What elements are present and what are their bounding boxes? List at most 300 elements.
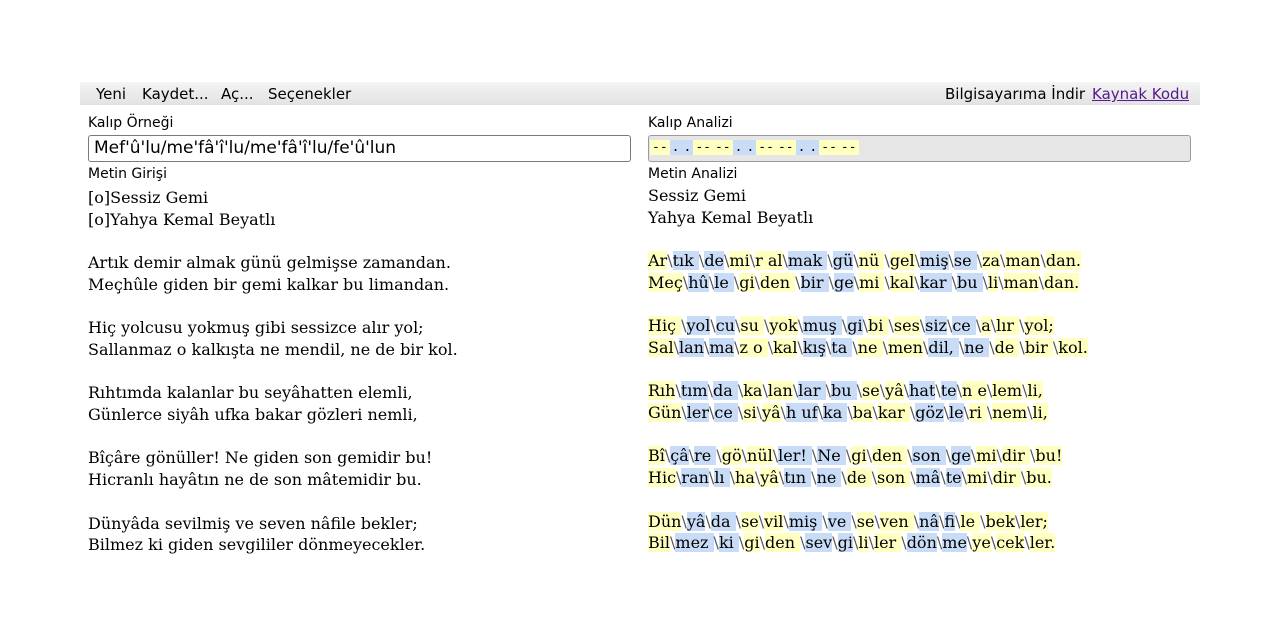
syllable-separator: \ — [1027, 403, 1033, 423]
syllable-separator: \ — [738, 533, 745, 553]
syllable-separator: \ — [675, 381, 681, 401]
syllable-separator: \ — [681, 403, 687, 423]
syllable-separator: \ — [882, 337, 888, 357]
source-code-link[interactable]: Kaynak Kodu — [1092, 85, 1190, 103]
syllable-separator: \ — [676, 468, 682, 488]
syllable-separator: \ — [737, 381, 744, 401]
short-syllable: h uf — [786, 403, 818, 423]
syllable-separator: \ — [756, 403, 763, 423]
syllable-separator: \ — [874, 511, 880, 531]
syllable-separator: \ — [729, 468, 736, 488]
short-syllable: siz — [925, 316, 947, 336]
pattern-input[interactable]: Mef'û'lu/me'fâ'î'lu/me'fâ'î'lu/fe'û'lun — [88, 135, 631, 162]
short-syllable: ka — [823, 403, 848, 423]
syllable-separator: \ — [762, 381, 768, 401]
syllable-separator: \ — [792, 381, 799, 401]
syllable-separator: \ — [913, 511, 920, 531]
long-syllable: mi — [859, 272, 885, 292]
syllable-separator: \ — [832, 533, 838, 553]
syllable-separator: \ — [963, 403, 969, 423]
long-syllable: ka — [743, 381, 763, 401]
pattern-analysis-box — [648, 135, 1191, 162]
text-input-line: Artık demir almak günü gelmişse zamandan. — [88, 253, 451, 273]
syllable-separator: \ — [778, 468, 785, 488]
syllable-separator: \ — [940, 468, 946, 488]
short-syllable: ne — [816, 468, 842, 488]
short-syllable: kış — [802, 337, 826, 357]
short-syllable: le — [948, 403, 964, 423]
syllable-separator: \ — [733, 272, 740, 292]
long-syllable: gi — [739, 272, 755, 292]
syllable-separator: \ — [673, 337, 680, 357]
short-syllable: gü — [832, 251, 854, 271]
long-syllable: gel — [889, 251, 915, 271]
long-syllable: ler; — [1020, 511, 1048, 531]
syllable-separator: \ — [783, 511, 789, 531]
syllable-separator: \ — [759, 533, 765, 553]
long-syllable: ye — [972, 533, 991, 553]
long-syllable: vil — [764, 511, 784, 531]
long-syllable: dan. — [1044, 272, 1080, 292]
long-syllable: ba — [852, 403, 873, 423]
short-syllable: mez — [675, 533, 714, 553]
short-syllable-mark: . — [683, 140, 692, 155]
pattern-label: Kalıp Örneği — [88, 115, 174, 131]
syllable-separator: \ — [705, 511, 711, 531]
syllable-separator: \ — [914, 251, 921, 271]
pattern-analysis-label: Kalıp Analizi — [648, 115, 733, 131]
long-syllable: man — [1003, 272, 1039, 292]
long-syllable: Gün — [648, 403, 682, 423]
syllable-separator: \ — [970, 446, 977, 466]
long-syllable: Rıh — [648, 381, 676, 401]
syllable-separator: \ — [986, 403, 993, 423]
short-syllable: ler! — [778, 446, 812, 466]
long-syllable: Hiç — [648, 316, 682, 336]
short-syllable: se — [953, 251, 977, 271]
syllable-separator: \ — [852, 533, 859, 553]
long-syllable: Hic — [648, 468, 677, 488]
syllable-separator: \ — [919, 316, 926, 336]
analysis-line — [648, 511, 1248, 533]
long-syllable: bek — [985, 511, 1015, 531]
short-syllable: mak — [787, 251, 828, 271]
syllable-separator: \ — [901, 533, 907, 553]
new-button[interactable]: Yeni — [96, 85, 127, 103]
short-syllable: ran — [681, 468, 709, 488]
syllable-separator: \ — [767, 337, 774, 357]
long-syllable: za — [982, 251, 1001, 271]
short-syllable: nâ — [919, 511, 939, 531]
text-input-line: Sallanmaz o kalkışta ne mendil, ne de bir kol. — [88, 339, 458, 359]
syllable-separator: \ — [754, 468, 761, 488]
syllable-separator: \ — [986, 381, 993, 401]
syllable-separator: \ — [910, 468, 916, 488]
text-input-area[interactable] — [88, 187, 628, 567]
long-syllable: kal — [773, 337, 798, 357]
syllable-separator: \ — [734, 337, 740, 357]
syllable-separator: \ — [1038, 272, 1045, 292]
syllable-separator: \ — [709, 403, 715, 423]
syllable-separator: \ — [811, 468, 817, 488]
text-input-label: Metin Girişi — [88, 166, 167, 182]
short-syllable: muş — [803, 316, 842, 336]
long-syllable: Bil — [648, 533, 670, 553]
short-syllable: de — [704, 251, 725, 271]
syllable-separator: \ — [681, 511, 687, 531]
long-syllable: dir — [992, 468, 1021, 488]
long-syllable-mark: -- — [758, 140, 774, 155]
syllable-separator: \ — [724, 251, 730, 271]
long-syllable: den — [871, 446, 908, 466]
short-syllable-mark: . — [734, 140, 743, 155]
short-syllable: miş — [920, 251, 949, 271]
analysis-line — [648, 315, 1248, 337]
long-syllable: mi — [976, 446, 997, 466]
long-syllable: a — [981, 316, 991, 336]
syllable-separator: \ — [780, 403, 786, 423]
long-syllable: yol; — [1024, 316, 1054, 336]
syllable-separator: \ — [741, 446, 748, 466]
short-syllable: bir — [800, 272, 829, 292]
short-syllable: ne — [964, 337, 990, 357]
syllable-separator: \ — [1019, 316, 1025, 336]
syllable-separator: \ — [827, 251, 833, 271]
syllable-separator: \ — [853, 251, 859, 271]
long-syllable: yâ — [762, 403, 781, 423]
long-syllable: bi — [868, 316, 889, 336]
short-syllable: ce — [952, 316, 976, 336]
short-syllable: lı — [714, 468, 730, 488]
long-syllable: Meç — [648, 272, 683, 292]
analysis-blank-line — [648, 228, 1248, 250]
syllable-separator: \ — [1024, 533, 1030, 553]
text-analysis-area — [648, 185, 1248, 565]
long-syllable: Sal — [648, 337, 674, 357]
short-syllable-mark: . — [797, 140, 806, 155]
short-syllable: hû — [688, 272, 709, 292]
syllable-separator: \ — [943, 403, 949, 423]
long-syllable: n e — [962, 381, 987, 401]
syllable-separator: \ — [795, 272, 801, 292]
syllable-separator: \ — [797, 337, 803, 357]
long-syllable-mark: -- — [695, 140, 711, 155]
text-input-line: Rıhtımda kalanlar bu seyâhatten elemli, — [88, 383, 413, 403]
syllable-separator: \ — [936, 533, 943, 553]
short-syllable: mâ — [915, 468, 941, 488]
short-syllable: le — [714, 272, 734, 292]
short-syllable: cu — [715, 316, 735, 336]
text-input-line: [o]Yahya Kemal Beyatlı — [88, 209, 276, 229]
long-syllable: cek — [996, 533, 1025, 553]
short-syllable: re — [694, 446, 717, 466]
text-analysis-label: Metin Analizi — [648, 166, 738, 182]
long-syllable: kal — [889, 272, 915, 292]
syllable-separator: \ — [987, 468, 993, 488]
syllable-separator: \ — [811, 446, 818, 466]
short-syllable: te — [940, 381, 957, 401]
short-syllable: ge — [834, 272, 854, 292]
long-syllable: son — [877, 468, 911, 488]
syllable-separator: \ — [888, 316, 894, 336]
long-syllable-mark: -- — [840, 140, 857, 155]
short-syllable: dil, — [928, 337, 959, 357]
long-syllable: su — [740, 316, 764, 336]
syllable-separator: \ — [758, 511, 765, 531]
syllable-separator: \ — [667, 251, 673, 271]
syllable-separator: \ — [907, 446, 913, 466]
long-syllable: se — [856, 511, 875, 531]
syllable-separator: \ — [975, 316, 982, 336]
syllable-separator: \ — [990, 316, 997, 336]
analysis-line — [648, 532, 1248, 554]
analysis-line — [648, 445, 1248, 467]
long-syllable: dan. — [1045, 251, 1082, 271]
analysis-line — [648, 272, 1248, 294]
long-syllable: bu. — [1026, 468, 1052, 488]
short-syllable: ma — [709, 337, 735, 357]
short-syllable: yâ — [686, 511, 706, 531]
short-syllable: ge — [951, 446, 971, 466]
long-syllable: se — [741, 511, 759, 531]
syllable-separator: \ — [716, 446, 722, 466]
long-syllable-mark: -- — [652, 140, 668, 155]
syllable-separator: \ — [1052, 337, 1059, 357]
syllable-separator: \ — [884, 272, 890, 292]
long-syllable: bir — [1024, 337, 1053, 357]
analysis-line — [648, 250, 1248, 272]
syllable-separator: \ — [868, 533, 874, 553]
text-input-line: Hiç yolcusu yokmuş gibi sessizce alır yol; — [88, 318, 424, 338]
syllable-separator: \ — [976, 251, 983, 271]
open-button[interactable]: Aç... — [221, 85, 254, 103]
long-syllable: si — [743, 403, 757, 423]
toolbar — [80, 82, 1200, 105]
syllable-separator: \ — [866, 446, 872, 466]
short-syllable: lan — [679, 337, 704, 357]
long-syllable: le — [960, 511, 981, 531]
download-button[interactable]: Bilgisayarıma İndir — [945, 85, 1086, 103]
analysis-blank-line — [648, 489, 1248, 511]
long-syllable: li — [858, 533, 869, 553]
long-syllable: gi — [851, 446, 867, 466]
syllable-separator: \ — [935, 381, 941, 401]
short-syllable: te — [945, 468, 962, 488]
syllable-separator: \ — [980, 511, 986, 531]
long-syllable: z o — [739, 337, 768, 357]
long-syllable: ha — [735, 468, 755, 488]
text-input-line — [88, 361, 628, 383]
syllable-separator: \ — [841, 468, 847, 488]
syllable-separator: \ — [782, 251, 788, 271]
long-syllable: de — [994, 337, 1020, 357]
syllable-separator: \ — [948, 251, 954, 271]
long-syllable: dir — [1001, 446, 1030, 466]
short-syllable: ler — [686, 403, 710, 423]
long-syllable: den — [764, 533, 801, 553]
text-input-line — [88, 230, 628, 252]
syllable-separator: \ — [800, 533, 806, 553]
syllable-separator: \ — [851, 511, 857, 531]
long-syllable: nü — [858, 251, 885, 271]
short-syllable: yol — [686, 316, 711, 336]
short-syllable: miş — [788, 511, 823, 531]
short-syllable: gi — [847, 316, 863, 336]
text-input-line — [88, 426, 628, 448]
syllable-separator: \ — [797, 316, 804, 336]
long-syllable: men — [887, 337, 923, 357]
short-syllable: bu — [831, 381, 857, 401]
text-input-line — [88, 296, 628, 318]
short-syllable: Ne — [817, 446, 846, 466]
text-input-line: Dünyâda sevilmiş ve seven nâfile bekler; — [88, 513, 418, 533]
long-syllable: ven — [879, 511, 914, 531]
long-syllable: ler. — [1029, 533, 1056, 553]
syllable-separator: \ — [825, 337, 832, 357]
syllable-separator: \ — [1020, 468, 1027, 488]
text-input-line: Bilmez ki giden sevgililer dönmeyecekler. — [88, 535, 426, 555]
save-button[interactable]: Kaydet... — [142, 85, 209, 103]
options-button[interactable]: Seçenekler — [268, 85, 352, 103]
syllable-separator: \ — [1014, 511, 1021, 531]
syllable-separator: \ — [754, 272, 761, 292]
syllable-separator: \ — [872, 403, 878, 423]
analysis-line — [648, 337, 1248, 359]
long-syllable: den — [760, 272, 796, 292]
syllable-separator: \ — [871, 468, 877, 488]
long-syllable: Ar — [648, 251, 668, 271]
long-syllable-mark: -- — [777, 140, 794, 155]
short-syllable: ki — [718, 533, 739, 553]
syllable-separator: \ — [951, 272, 957, 292]
syllable-separator: \ — [996, 446, 1002, 466]
long-syllable: lır — [996, 316, 1020, 336]
long-syllable: li, — [1027, 381, 1043, 401]
analysis-blank-line — [648, 359, 1248, 381]
long-syllable: r al — [755, 251, 783, 271]
syllable-separator: \ — [884, 251, 890, 271]
long-syllable: Bî — [648, 446, 665, 466]
syllable-separator: \ — [710, 316, 716, 336]
syllable-separator: \ — [1030, 446, 1036, 466]
short-syllable: tın — [784, 468, 812, 488]
long-syllable: mi — [729, 251, 750, 271]
long-syllable: kol. — [1058, 337, 1088, 357]
long-syllable: se — [862, 381, 880, 401]
syllable-separator: \ — [989, 337, 995, 357]
long-syllable-mark: -- — [714, 140, 731, 155]
analysis-blank-line — [648, 424, 1248, 446]
syllable-separator: \ — [845, 446, 852, 466]
syllable-separator: \ — [737, 403, 744, 423]
text-input-line: Günlerce siyâh ufka bakar gözleri nemli, — [88, 405, 418, 425]
syllable-separator: \ — [939, 511, 945, 531]
long-syllable: nem — [992, 403, 1028, 423]
long-syllable: yâ — [760, 468, 779, 488]
long-syllable: nül — [747, 446, 773, 466]
short-syllable: çâ — [670, 446, 689, 466]
long-syllable: kar — [877, 403, 910, 423]
syllable-separator: \ — [955, 511, 961, 531]
syllable-separator: \ — [961, 468, 968, 488]
short-syllable: fi — [944, 511, 956, 531]
long-syllable: mi — [967, 468, 988, 488]
syllable-separator: \ — [958, 337, 965, 357]
syllable-separator: \ — [1040, 251, 1046, 271]
syllable-separator: \ — [998, 272, 1004, 292]
syllable-separator: \ — [698, 251, 705, 271]
long-syllable: ne — [857, 337, 883, 357]
syllable-separator: \ — [688, 446, 695, 466]
syllable-separator: \ — [853, 272, 860, 292]
short-syllable-mark: . — [671, 140, 680, 155]
long-syllable: gö — [721, 446, 742, 466]
long-syllable: lem — [992, 381, 1023, 401]
syllable-separator: \ — [909, 403, 916, 423]
long-syllable: Dün — [648, 511, 682, 531]
long-syllable: ri — [968, 403, 987, 423]
syllable-separator: \ — [828, 272, 834, 292]
syllable-separator: \ — [825, 381, 831, 401]
syllable-separator: \ — [956, 381, 963, 401]
syllable-separator: \ — [856, 381, 863, 401]
syllable-separator: \ — [817, 403, 824, 423]
short-syllable: da — [712, 381, 738, 401]
short-syllable: me — [942, 533, 967, 553]
syllable-separator: \ — [945, 446, 952, 466]
text-input-line: Hicranlı hayâtın ne de son mâtemidir bu. — [88, 470, 422, 490]
syllable-separator: \ — [862, 316, 869, 336]
syllable-separator: \ — [922, 337, 929, 357]
analysis-header-line: Sessiz Gemi — [648, 186, 747, 205]
short-syllable: da — [710, 511, 736, 531]
syllable-separator: \ — [708, 272, 715, 292]
short-syllable-mark: . — [746, 140, 755, 155]
syllable-separator: \ — [946, 316, 953, 336]
syllable-separator: \ — [763, 316, 770, 336]
syllable-separator: \ — [879, 381, 886, 401]
syllable-separator: \ — [713, 533, 719, 553]
short-syllable: ce — [714, 403, 738, 423]
short-syllable: dön — [906, 533, 937, 553]
short-syllable: ve — [827, 511, 852, 531]
short-syllable: ta — [831, 337, 853, 357]
text-input-line — [88, 491, 628, 513]
short-syllable: sev — [805, 533, 833, 553]
syllable-separator: \ — [707, 381, 713, 401]
syllable-separator: \ — [990, 533, 997, 553]
long-syllable: li — [988, 272, 999, 292]
long-syllable: li, — [1032, 403, 1048, 423]
syllable-separator: \ — [703, 337, 710, 357]
long-syllable: man — [1005, 251, 1041, 271]
syllable-separator: \ — [903, 381, 910, 401]
text-input-line: [o]Sessiz Gemi — [88, 188, 209, 207]
syllable-separator: \ — [749, 251, 756, 271]
analysis-line — [648, 467, 1248, 489]
long-syllable-mark: -- — [821, 140, 837, 155]
syllable-separator: \ — [847, 403, 853, 423]
long-syllable: yok — [769, 316, 798, 336]
syllable-separator: \ — [1019, 337, 1025, 357]
syllable-separator: \ — [670, 533, 676, 553]
analysis-line — [648, 380, 1248, 402]
syllable-separator: \ — [966, 533, 973, 553]
short-syllable: kar — [919, 272, 952, 292]
syllable-separator: \ — [735, 511, 742, 531]
short-syllable: lar — [798, 381, 826, 401]
short-syllable: son — [912, 446, 946, 466]
